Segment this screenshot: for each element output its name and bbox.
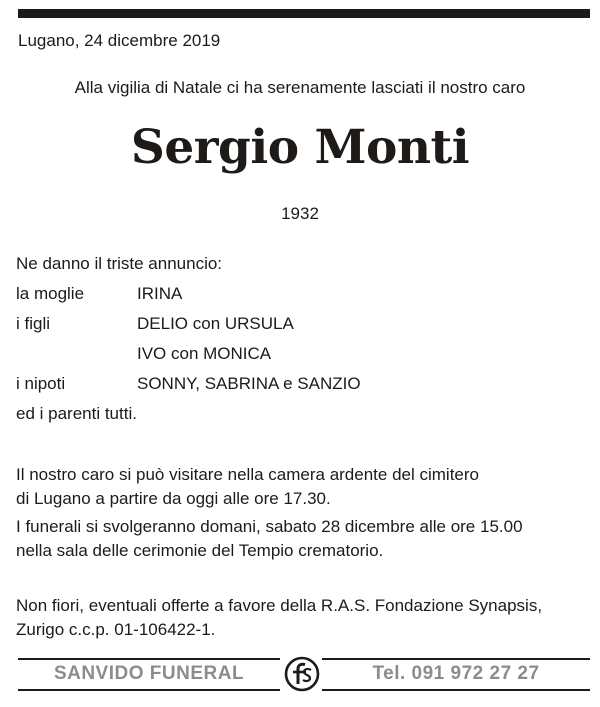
deceased-name: Sergio Monti — [130, 120, 470, 175]
announcement-heading: Ne danno il triste annuncio: — [16, 254, 223, 273]
place-date: Lugano, 24 dicembre 2019 — [18, 31, 221, 50]
footer-rule — [322, 658, 590, 660]
intro-text: Alla vigilia di Natale ci ha serenamente lasciati il nostro caro — [74, 78, 526, 97]
birth-year: 1932 — [281, 204, 319, 223]
funeral-info-line: I funerali si svolgeranno domani, sabato 28 dicembre alle ore 15.00 — [16, 517, 523, 536]
phone-number: Tel. 091 972 27 27 — [372, 663, 540, 684]
relation-value: SONNY, SABRINA e SANZIO — [137, 374, 361, 393]
visit-info-line: di Lugano a partire da oggi alle ore 17.30. — [16, 489, 331, 508]
donation-info-line: Zurigo c.c.p. 01-106422-1. — [16, 620, 216, 639]
footer-rule — [18, 658, 280, 660]
sanvido-logo-icon — [284, 656, 320, 692]
top-border-bar — [18, 9, 590, 18]
funeral-company-name: SANVIDO FUNERAL — [53, 663, 245, 684]
relation-label: i figli — [16, 314, 51, 333]
relation-value: DELIO con URSULA — [137, 314, 294, 333]
relation-value: IRINA — [137, 284, 183, 303]
visit-info-line: Il nostro caro si può visitare nella camera ardente del cimitero — [16, 465, 479, 484]
relatives-closing: ed i parenti tutti. — [16, 404, 137, 423]
relation-label: la moglie — [16, 284, 85, 303]
donation-info-line: Non fiori, eventuali offerte a favore della R.A.S. Fondazione Synapsis, — [16, 596, 543, 615]
footer-rule — [322, 689, 590, 691]
footer-rule — [18, 689, 280, 691]
relation-value: IVO con MONICA — [137, 344, 272, 363]
relation-label: i nipoti — [16, 374, 66, 393]
funeral-info-line: nella sala delle cerimonie del Tempio crematorio. — [16, 541, 384, 560]
